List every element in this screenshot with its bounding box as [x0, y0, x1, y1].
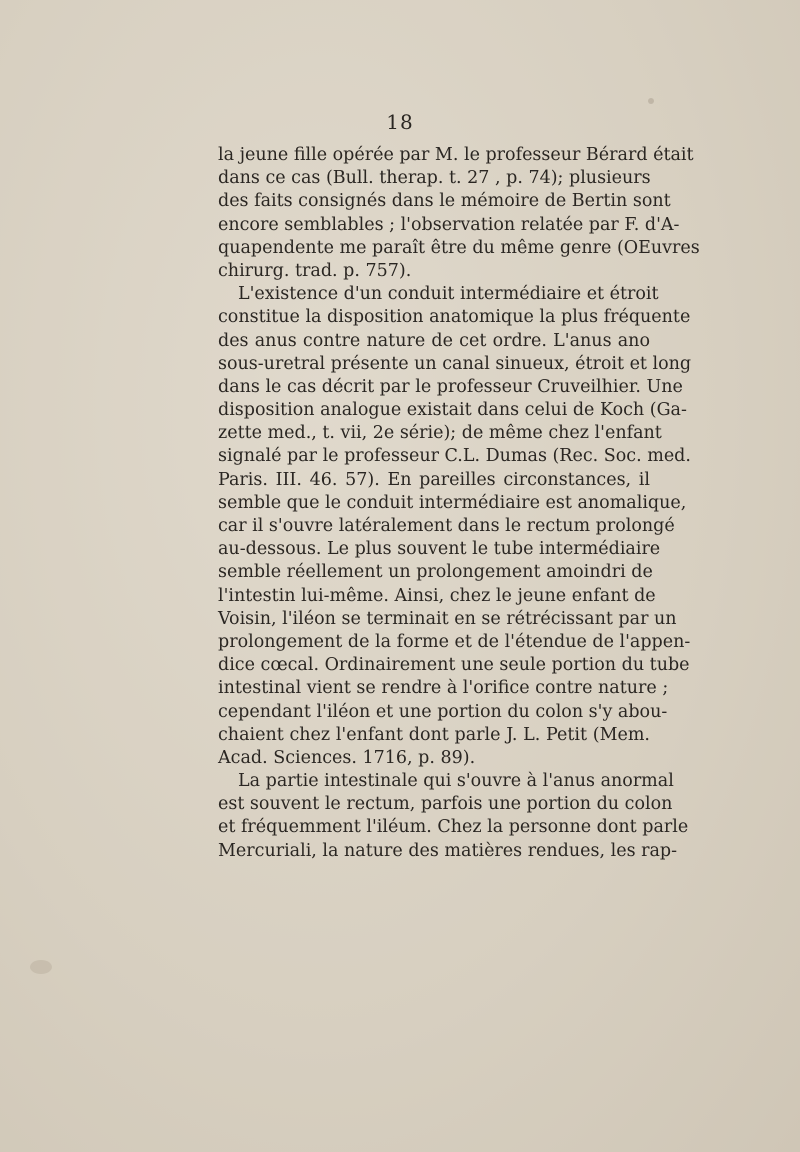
page-number: 18 [386, 110, 414, 134]
text-line: au-dessous. Le plus souvent le tube intermédiaire [218, 539, 661, 560]
text-line: des anus contre nature de cet ordre. L'anus ano [218, 330, 650, 351]
text-line: car il s'ouvre latéralement dans le rectum prolongé [218, 516, 675, 536]
text-line: quapendente me paraît être du même genre (OEuvres [218, 237, 700, 258]
text-line: disposition analogue existait dans celui de Koch (Ga- [218, 400, 687, 421]
text-line: L'existence d'un conduit intermédiaire et étroit [238, 284, 659, 305]
text-line: dans le cas décrit par le professeur Cruveilhier. Une [218, 376, 683, 397]
text-line: Voisin, l'iléon se terminait en se rétrécissant par un [218, 608, 677, 629]
text-line: cependant l'iléon et une portion du colon s'y abou- [218, 701, 668, 722]
text-line: encore semblables ; l'observation relatée par F. d'A- [218, 214, 680, 235]
text-line: l'intestin lui-même. Ainsi, chez le jeune enfant de [218, 585, 656, 606]
text-line: dans ce cas (Bull. therap. t. 27 , p. 74); plusieurs [218, 168, 651, 189]
text-line: des faits consignés dans le mémoire de Bertin sont [218, 191, 671, 212]
text-line: la jeune fille opérée par M. le professeur Bérard était [218, 145, 694, 165]
text-line: signalé par le professeur C.L. Dumas (Rec. Soc. med. [218, 446, 691, 467]
text-line: constitue la disposition anatomique la plus fréquente [218, 307, 691, 328]
body-text [218, 144, 700, 863]
text-line: intestinal vient se rendre à l'orifice contre nature ; [218, 678, 669, 699]
text-line: semble que le conduit intermédiaire est anomalique, [218, 492, 687, 513]
text-line: Paris. III. 46. 57). En pareilles circonstances, il [218, 469, 650, 490]
text-line: chirurg. trad. p. 757). [218, 260, 412, 281]
text-line: Mercuriali, la nature des matières rendues, les rap- [218, 840, 678, 861]
text-line: et fréquemment l'iléum. Chez la personne dont parle [218, 817, 689, 838]
text-line: dice cœcal. Ordinairement une seule portion du tube [218, 655, 690, 676]
text-line: chaient chez l'enfant dont parle J. L. Petit (Mem. [218, 724, 650, 745]
paper-stain [30, 960, 52, 974]
paper-stain [648, 98, 654, 104]
text-line: sous-uretral présente un canal sinueux, étroit et long [218, 353, 692, 374]
text-line: Acad. Sciences. 1716, p. 89). [218, 747, 476, 768]
text-line: semble réellement un prolongement amoindri de [218, 562, 653, 583]
text-line: La partie intestinale qui s'ouvre à l'anus anormal [238, 771, 674, 792]
text-line: zette med., t. vii, 2e série); de même chez l'enfant [218, 423, 662, 444]
text-line: est souvent le rectum, parfois une portion du colon [218, 794, 673, 815]
text-line: prolongement de la forme et de l'étendue de l'appen- [218, 631, 691, 652]
